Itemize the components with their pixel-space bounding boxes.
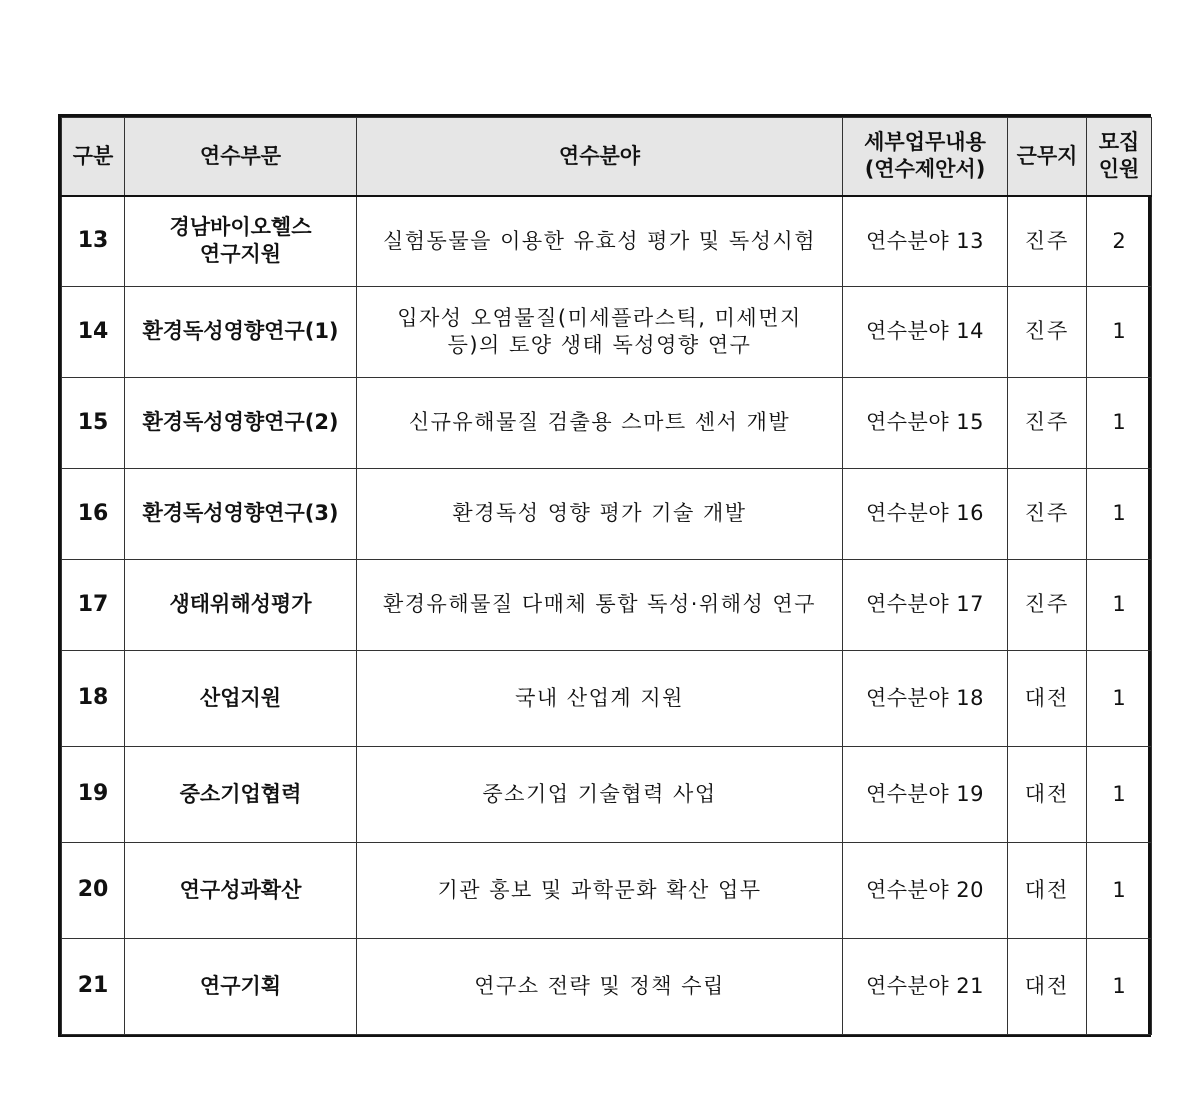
row-field: 환경유해물질 다매체 통합 독성·위해성 연구: [357, 560, 843, 651]
row-count: 1: [1087, 939, 1152, 1035]
row-location: 대전: [1008, 747, 1087, 843]
row-field: 중소기업 기술협력 사업: [357, 747, 843, 843]
row-dept: 생태위해성평가: [125, 560, 357, 651]
table-row: [62, 469, 1152, 560]
row-num: 17: [62, 560, 125, 651]
row-field: 신규유해물질 검출용 스마트 센서 개발: [357, 378, 843, 469]
table-row: [62, 747, 1152, 843]
row-dept: 연구성과확산: [125, 843, 357, 939]
recruitment-table-frame: [58, 114, 1151, 1037]
row-num: 20: [62, 843, 125, 939]
row-num: 16: [62, 469, 125, 560]
recruitment-table: [61, 117, 1152, 1035]
row-location: 진주: [1008, 196, 1087, 287]
row-count: 1: [1087, 651, 1152, 747]
header-row: [62, 118, 1152, 196]
row-count: 1: [1087, 469, 1152, 560]
row-location: 진주: [1008, 378, 1087, 469]
row-dept: 환경독성영향연구(3): [125, 469, 357, 560]
row-detail: 연수분야 15: [843, 378, 1008, 469]
header-count-line2: 인원: [1098, 157, 1140, 182]
row-count: 1: [1087, 843, 1152, 939]
header-field: 연수분야: [357, 118, 843, 196]
row-location: 대전: [1008, 651, 1087, 747]
table-row: [62, 378, 1152, 469]
header-detail-line2: (연수제안서): [864, 157, 986, 182]
table-row: [62, 939, 1152, 1035]
row-location: 진주: [1008, 560, 1087, 651]
row-count: 1: [1087, 378, 1152, 469]
row-detail: 연수분야 14: [843, 287, 1008, 378]
row-field-line1: 입자성 오염물질(미세플라스틱, 미세먼지: [397, 305, 802, 330]
row-location: 진주: [1008, 469, 1087, 560]
row-field: 실험동물을 이용한 유효성 평가 및 독성시험: [357, 196, 843, 287]
row-location: 대전: [1008, 939, 1087, 1035]
row-field: [357, 287, 843, 378]
header-count: [1087, 118, 1152, 196]
row-dept: 산업지원: [125, 651, 357, 747]
header-location: 근무지: [1008, 118, 1087, 196]
row-count: 1: [1087, 747, 1152, 843]
table-row: [62, 843, 1152, 939]
row-detail: 연수분야 20: [843, 843, 1008, 939]
header-count-line1: 모집: [1098, 129, 1140, 154]
header-detail: [843, 118, 1008, 196]
table-row: [62, 196, 1152, 287]
row-field: 연구소 전략 및 정책 수립: [357, 939, 843, 1035]
row-dept-line1: 경남바이오헬스: [169, 214, 312, 239]
row-dept: 연구기획: [125, 939, 357, 1035]
row-detail: 연수분야 21: [843, 939, 1008, 1035]
row-num: 19: [62, 747, 125, 843]
row-num: 18: [62, 651, 125, 747]
table-row: [62, 651, 1152, 747]
row-location: 대전: [1008, 843, 1087, 939]
row-field: 기관 홍보 및 과학문화 확산 업무: [357, 843, 843, 939]
row-dept: 중소기업협력: [125, 747, 357, 843]
row-num: 21: [62, 939, 125, 1035]
header-num: 구분: [62, 118, 125, 196]
table-row: [62, 287, 1152, 378]
row-dept: 환경독성영향연구(2): [125, 378, 357, 469]
row-num: 15: [62, 378, 125, 469]
row-detail: 연수분야 16: [843, 469, 1008, 560]
header-detail-line1: 세부업무내용: [864, 129, 986, 154]
row-count: 2: [1087, 196, 1152, 287]
row-detail: 연수분야 18: [843, 651, 1008, 747]
row-num: 13: [62, 196, 125, 287]
header-dept: 연수부문: [125, 118, 357, 196]
row-count: 1: [1087, 287, 1152, 378]
row-location: 진주: [1008, 287, 1087, 378]
row-detail: 연수분야 17: [843, 560, 1008, 651]
row-field: 국내 산업계 지원: [357, 651, 843, 747]
table-row: [62, 560, 1152, 651]
row-dept: [125, 196, 357, 287]
row-dept: 환경독성영향연구(1): [125, 287, 357, 378]
row-detail: 연수분야 19: [843, 747, 1008, 843]
row-field-line2: 등)의 토양 생태 독성영향 연구: [447, 333, 752, 357]
row-field: 환경독성 영향 평가 기술 개발: [357, 469, 843, 560]
row-dept-line2: 연구지원: [199, 242, 282, 267]
row-num: 14: [62, 287, 125, 378]
row-detail: 연수분야 13: [843, 196, 1008, 287]
row-count: 1: [1087, 560, 1152, 651]
